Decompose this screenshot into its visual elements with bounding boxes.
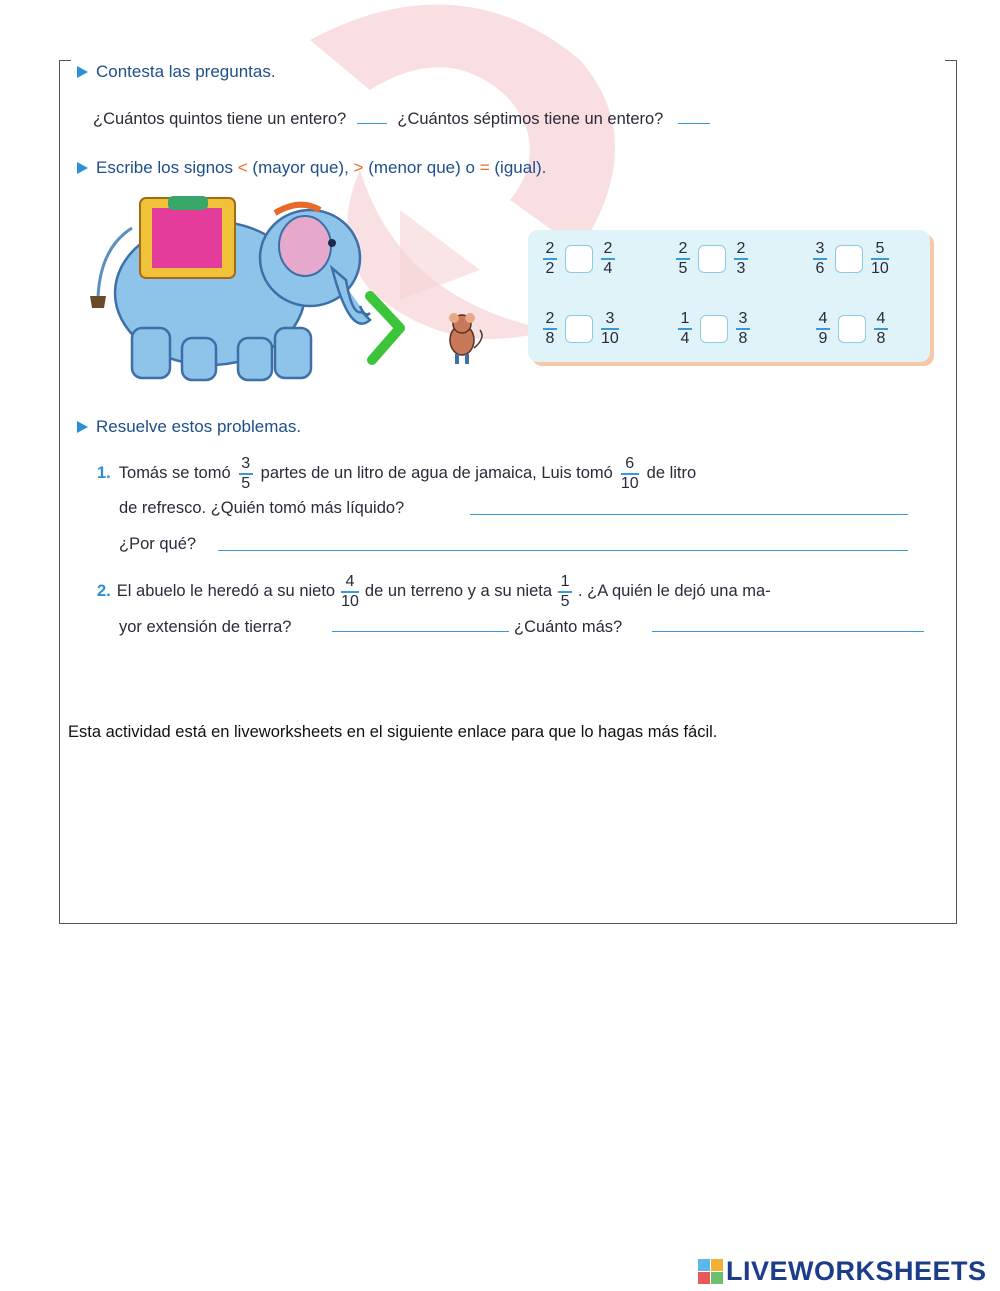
- triangle-bullet-icon: [77, 66, 88, 78]
- fraction: $\frac{2}{4}$: [601, 241, 615, 277]
- fraction: $\frac{2}{8}$: [543, 311, 557, 347]
- comparison-item: [543, 311, 619, 347]
- question-septimos: ¿Cuántos séptimos tiene un entero?: [397, 110, 664, 128]
- fraction: $\frac{1}{4}$: [678, 311, 692, 347]
- answer-line-quien[interactable]: [470, 514, 908, 515]
- fraction: $\frac{4}{8}$: [874, 311, 888, 347]
- triangle-bullet-icon: [77, 421, 88, 433]
- fraction: $\frac{1}{5}$: [558, 574, 572, 610]
- section-heading-problems: Resuelve estos problemas.: [77, 417, 301, 437]
- fraction: $\frac{3}{10}$: [601, 310, 619, 347]
- fraction: $\frac{5}{10}$: [871, 240, 889, 277]
- comparison-item: [543, 241, 615, 277]
- liveworksheets-logo-icon: [698, 1259, 724, 1285]
- elephant-mouse-illustration: [70, 188, 490, 388]
- section-heading-signs: Escribe los signos < (mayor que), > (menor que) o = (igual).: [77, 158, 546, 178]
- question-quintos: ¿Cuántos quintos tiene un entero?: [93, 110, 347, 128]
- problem-1-why: ¿Por qué?: [119, 535, 197, 553]
- sign-input-box[interactable]: [700, 315, 728, 343]
- answer-line-por-que[interactable]: [218, 550, 908, 551]
- answer-blank-quintos[interactable]: [357, 122, 387, 124]
- section-heading-questions: Contesta las preguntas.: [77, 62, 276, 82]
- sign-input-box[interactable]: [698, 245, 726, 273]
- fraction: $\frac{4}{9}$: [816, 311, 830, 347]
- problem-2-cuanto: ¿Cuánto más?: [514, 618, 623, 636]
- triangle-bullet-icon: [77, 162, 88, 174]
- comparison-item: [676, 241, 748, 277]
- problem-1-line-1: 1. Tomás se tomó $\frac{3}{5}$ partes de un litro de agua de jamaica, Luis tomó $\frac{6}{10}$ de litro: [97, 455, 697, 492]
- comparison-item: [813, 241, 889, 277]
- comparison-item: [816, 311, 888, 347]
- fraction: $\frac{3}{5}$: [239, 456, 253, 492]
- question-row-1: [93, 110, 710, 129]
- sign-input-box[interactable]: [565, 245, 593, 273]
- fraction: $\frac{4}{10}$: [341, 573, 359, 610]
- problem-2-question: yor extensión de tierra?: [119, 618, 292, 636]
- fraction: $\frac{6}{10}$: [620, 455, 639, 492]
- comparison-item: [678, 311, 750, 347]
- liveworksheets-logo: LIVEWORKSHEETS: [698, 1256, 987, 1287]
- problem-2-line-1: 2. El abuelo le heredó a su nieto $\frac{4}{10}$ de un terreno y a su nieta $\frac{1}{5}$ . ¿A quién le dejó una ma-: [97, 573, 771, 610]
- sign-input-box[interactable]: [565, 315, 593, 343]
- fraction: $\frac{2}{2}$: [543, 241, 557, 277]
- answer-line-quien-tierra[interactable]: [332, 631, 509, 632]
- fraction: $\frac{3}{8}$: [736, 311, 750, 347]
- fraction: $\frac{2}{5}$: [676, 241, 690, 277]
- sign-input-box[interactable]: [838, 315, 866, 343]
- fraction: $\frac{3}{6}$: [813, 241, 827, 277]
- sign-input-box[interactable]: [835, 245, 863, 273]
- answer-line-cuanto[interactable]: [652, 631, 924, 632]
- activity-note: Esta actividad está en liveworksheets en el siguiente enlace para que lo hagas más fácil.: [68, 723, 718, 741]
- problem-1-question: de refresco. ¿Quién tomó más líquido?: [119, 499, 405, 517]
- fraction: $\frac{2}{3}$: [734, 241, 748, 277]
- answer-blank-septimos[interactable]: [678, 122, 710, 124]
